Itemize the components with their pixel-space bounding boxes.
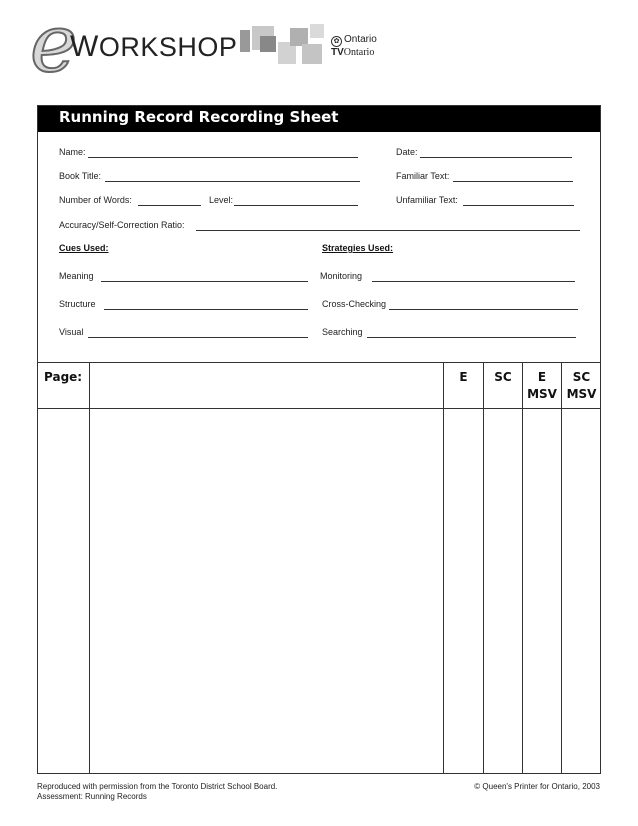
familiar-text-label: Familiar Text: — [396, 171, 450, 181]
cues-used-heading: Cues Used: — [59, 243, 109, 253]
sc-column-header: SC — [494, 370, 512, 384]
footer-copyright: © Queen's Printer for Ontario, 2003 — [474, 782, 600, 791]
date-field[interactable] — [420, 157, 572, 158]
page-column-header: Page: — [44, 370, 83, 384]
tvontario-logo: TVOntario — [331, 47, 375, 58]
e-msv-column-header: E MSV — [527, 370, 557, 401]
sheet-title: Running Record Recording Sheet — [59, 108, 339, 126]
level-label: Level: — [209, 195, 234, 205]
cue-structure-label: Structure — [59, 299, 96, 309]
name-field[interactable] — [88, 157, 358, 158]
footer-credit: Reproduced with permission from the Toronto District School Board. Assessment: Running Records — [37, 782, 278, 801]
cue-meaning-label: Meaning — [59, 271, 94, 281]
strategy-searching-field[interactable] — [367, 337, 576, 338]
strategy-cross-checking-field[interactable] — [389, 309, 578, 310]
number-of-words-label: Number of Words: — [59, 195, 132, 205]
table-column-divider — [443, 362, 444, 774]
ontario-logo: ✿ Ontario — [331, 34, 377, 47]
cue-structure-field[interactable] — [104, 309, 308, 310]
cue-visual-label: Visual — [59, 327, 84, 337]
table-top-border — [37, 362, 601, 363]
strategy-monitoring-label: Monitoring — [320, 271, 363, 281]
table-column-divider — [561, 362, 562, 774]
decorative-squares — [240, 22, 330, 70]
record-text-area[interactable] — [90, 409, 443, 773]
accuracy-field[interactable] — [196, 230, 580, 231]
eworkshop-logo-e: e — [30, 0, 78, 90]
table-column-divider — [522, 362, 523, 774]
strategy-monitoring-field[interactable] — [372, 281, 575, 282]
book-title-field[interactable] — [105, 181, 360, 182]
sc-msv-column-header: SC MSV — [566, 370, 597, 401]
cue-meaning-field[interactable] — [101, 281, 308, 282]
e-column-header: E — [459, 370, 468, 384]
level-field[interactable] — [234, 205, 358, 206]
unfamiliar-text-field[interactable] — [463, 205, 574, 206]
number-of-words-field[interactable] — [138, 205, 201, 206]
name-label: Name: — [59, 147, 86, 157]
familiar-text-field[interactable] — [453, 181, 573, 182]
strategies-used-heading: Strategies Used: — [322, 243, 394, 253]
table-column-divider — [483, 362, 484, 774]
eworkshop-logo-text: WORKSHOP — [70, 30, 238, 63]
trillium-icon: ✿ — [331, 36, 342, 47]
date-label: Date: — [396, 147, 418, 157]
book-title-label: Book Title: — [59, 171, 102, 181]
accuracy-label: Accuracy/Self-Correction Ratio: — [59, 220, 185, 230]
cue-visual-field[interactable] — [88, 337, 308, 338]
strategy-cross-checking-label: Cross-Checking — [322, 299, 387, 309]
unfamiliar-text-label: Unfamiliar Text: — [396, 195, 458, 205]
strategy-searching-label: Searching — [322, 327, 363, 337]
